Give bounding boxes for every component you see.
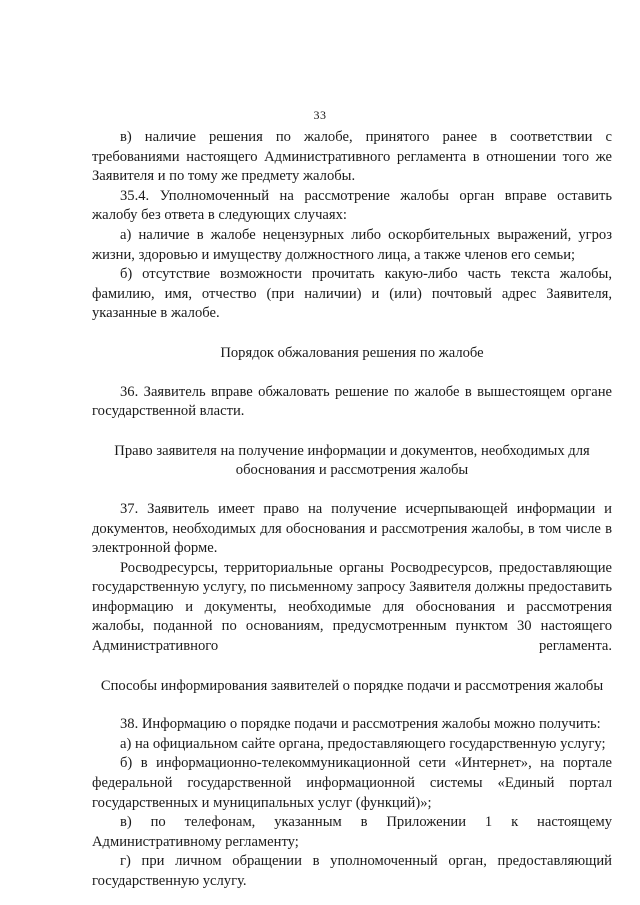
paragraph-35-4: 35.4. Уполномоченный на рассмотрение жалобы орган вправе оставить жалобу без ответа в следующих случаях: xyxy=(92,187,612,224)
section-heading-appeal: Порядок обжалования решения по жалобе xyxy=(220,344,484,361)
paragraph-37-rosvodresursy: Росводресурсы, территориальные органы Росводресурсов, предоставляющие государственную услугу, по письменному запросу Заявителя должны предоставить информацию и документы, необходимые для обоснования и рассмотрения жалобы, поданной по основаниям, предусмотренным пунктом 30 настоящего Административного регламента. xyxy=(92,559,612,655)
paragraph-35-3-v: в) наличие решения по жалобе, принятого ранее в соответствии с требованиями настоящего Административного регламента в отношении того же Заявителя и по тому же предмету жалобы. xyxy=(92,129,612,185)
document-body xyxy=(92,128,612,892)
paragraph-35-4-a: а) наличие в жалобе нецензурных либо оскорбительных выражений, угроз жизни, здоровью и имуществу должностного лица, а также членов его семьи; xyxy=(92,226,612,263)
paragraph-35-4-b: б) отсутствие возможности прочитать какую-либо часть текста жалобы, фамилию, имя, отчество (при наличии) и (или) почтовый адрес Заявителя, указанные в жалобе. xyxy=(92,266,612,322)
spacer xyxy=(92,696,612,715)
paragraph-38-a: а) на официальном сайте органа, предоставляющего государственную услугу; xyxy=(120,735,606,752)
spacer xyxy=(92,364,612,383)
section-heading-methods: Способы информирования заявителей о порядке подачи и рассмотрения жалобы xyxy=(100,677,604,694)
section-heading-rights: Право заявителя на получение информации и документов, необходимых для обоснования и рассмотрения жалобы xyxy=(114,442,590,479)
paragraph-36: 36. Заявитель вправе обжаловать решение по жалобе в вышестоящем органе государственной власти. xyxy=(92,383,612,420)
paragraph-38: 38. Информацию о порядке подачи и рассмотрения жалобы можно получить: xyxy=(120,716,601,733)
paragraph-37: 37. Заявитель имеет право на получение исчерпывающей информации и документов, необходимых для обоснования и рассмотрения жалобы, в том числе в электронной форме. xyxy=(92,500,612,557)
paragraph-38-g: г) при личном обращении в уполномоченный орган, предоставляющий государственную услугу. xyxy=(92,853,612,889)
paragraph-38-b: б) в информационно-телекоммуникационной сети «Интернет», на портале федеральной государственной информационной системы «Единый портал государственных и муниципальных услуг (функций)»; xyxy=(92,755,612,811)
spacer xyxy=(92,422,612,442)
spacer xyxy=(92,481,612,500)
paragraph-38-v: в) по телефонам, указанным в Приложении 1 к настоящему Административному регламенту; xyxy=(92,814,612,850)
spacer xyxy=(92,324,612,344)
page-number: 33 xyxy=(313,108,327,122)
spacer xyxy=(92,657,612,677)
